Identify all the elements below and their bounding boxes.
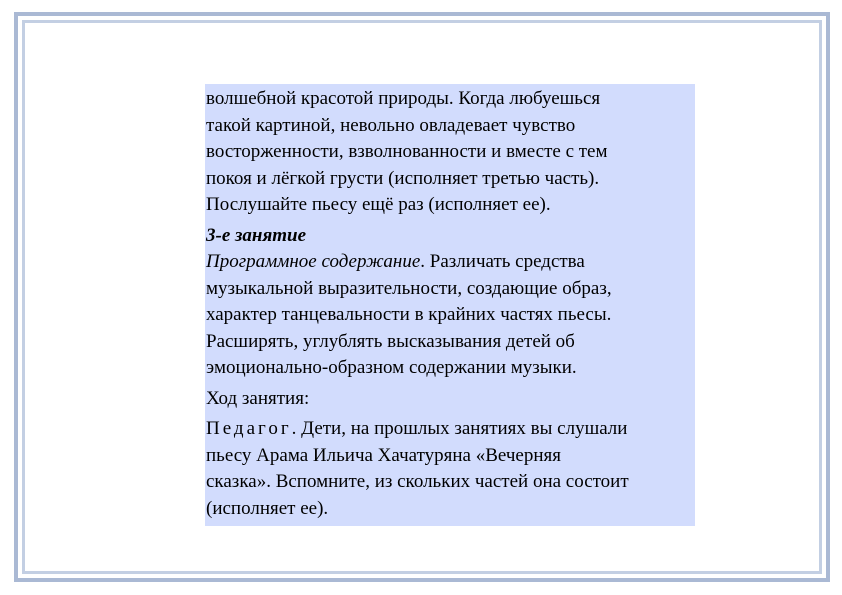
text-line: волшебной красотой природы. Когда любуешься xyxy=(206,88,601,109)
text-line: покоя и лёгкой грусти (исполняет третью часть). xyxy=(206,167,600,189)
text-line: сказка». Вспомните, из скольких частей она состоит xyxy=(206,471,629,492)
teacher-paragraph xyxy=(206,416,695,522)
program-paragraph xyxy=(206,249,695,382)
program-text: . Различать средства xyxy=(420,251,585,272)
text-line: Расширять, углублять высказывания детей об xyxy=(206,330,575,352)
lesson-heading: 3-е занятие xyxy=(206,224,307,246)
program-label: Программное содержание xyxy=(206,251,421,272)
text-line: такой картиной, невольно овладевает чувство xyxy=(206,114,576,136)
text-line xyxy=(206,249,695,276)
text-line: эмоционально-образном содержании музыки. xyxy=(206,357,577,378)
text-line: восторженности, взволнованности и вместе с тем xyxy=(206,141,608,162)
text-line: Послушайте пьесу ещё раз (исполняет ее). xyxy=(206,194,551,215)
lesson-course: Ход занятия: xyxy=(206,387,310,409)
text-line: (исполняет ее). xyxy=(206,497,329,519)
teacher-label: Педагог xyxy=(206,418,292,439)
text-line xyxy=(206,416,695,443)
text-line: характер танцевальности в крайних частях пьесы. xyxy=(206,304,612,325)
paragraph-1 xyxy=(206,86,695,219)
text-line: музыкальной выразительности, создающие образ, xyxy=(206,277,612,299)
teacher-text: . Дети, на прошлых занятиях вы слушали xyxy=(291,418,628,439)
text-line: пьесу Арама Ильича Хачатуряна «Вечерняя xyxy=(206,444,561,466)
text-box xyxy=(205,84,695,526)
